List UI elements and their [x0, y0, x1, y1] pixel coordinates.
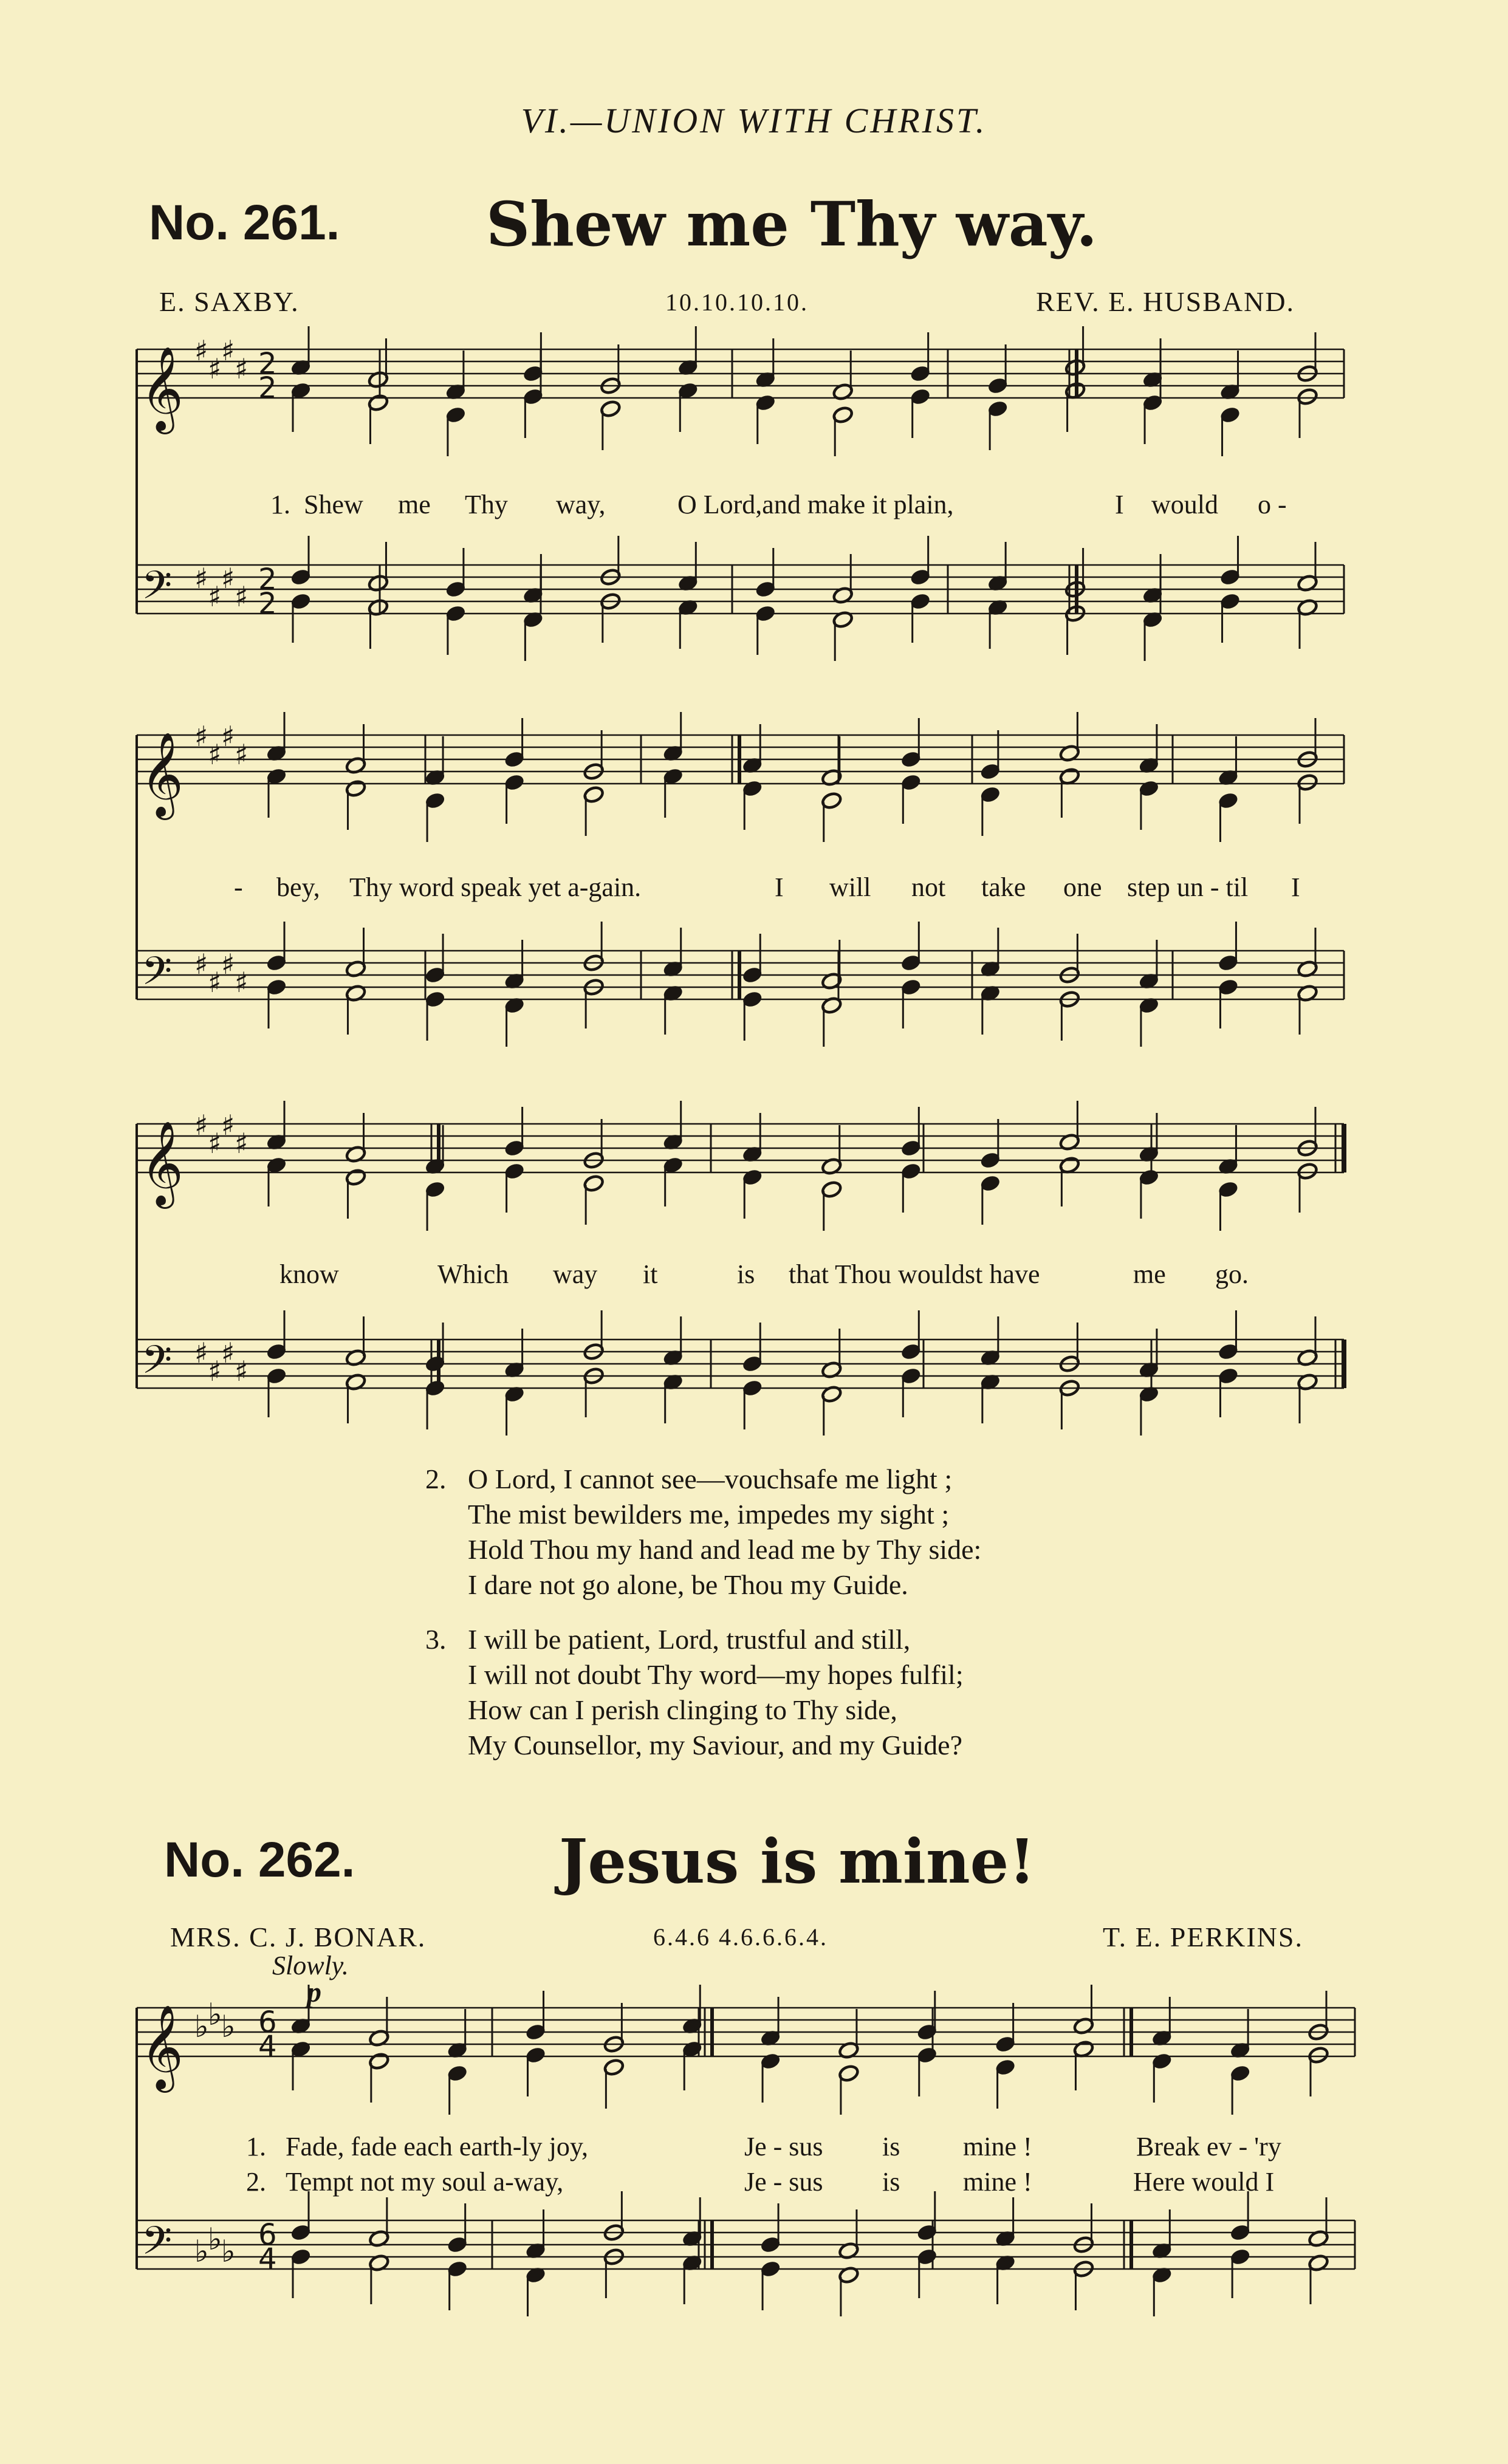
lyric-syllable: Thy word speak yet a-gain.: [349, 872, 642, 902]
hymn-title: Shew me Thy way.: [486, 188, 1098, 260]
lyric-syllable: Which: [437, 1259, 509, 1289]
bass-clef: 𝄢: [142, 949, 173, 1004]
sharp-sign: ♯: [208, 1127, 222, 1160]
section-heading: VI.—UNION WITH CHRIST.: [521, 101, 987, 140]
lyric-syllable: Thy: [465, 490, 508, 519]
sharp-sign: ♯: [208, 966, 222, 999]
lyric-syllable: bey,: [276, 872, 320, 902]
time-signature: 4: [258, 2030, 277, 2064]
verse-line: How can I perish clinging to Thy side,: [468, 1694, 897, 1725]
lyric-syllable: will: [829, 872, 871, 902]
author-credit: REV. E. HUSBAND.: [1036, 286, 1295, 317]
lyric-syllable: take: [981, 872, 1026, 902]
sharp-sign: ♯: [221, 562, 235, 595]
lyric-syllable: Fade, fade each earth-ly joy,: [286, 2132, 589, 2161]
verse-line: I will not doubt Thy word—my hopes fulfil;: [468, 1659, 964, 1690]
time-signature: 2: [258, 371, 277, 405]
flat-sign: ♭: [221, 2234, 236, 2269]
sharp-sign: ♯: [194, 1336, 208, 1369]
composer-credit: T. E. PERKINS.: [1103, 1922, 1303, 1952]
verse-line: My Counsellor, my Saviour, and my Guide?: [468, 1730, 963, 1761]
time-signature: 6: [258, 2218, 277, 2252]
treble-clef: 𝄞: [140, 732, 183, 816]
flat-sign: ♭: [208, 1997, 222, 2032]
lyric-syllable: Je - sus: [744, 2132, 823, 2161]
lyric-syllable: I: [775, 872, 784, 902]
lyric-syllable: Tempt not my soul a-way,: [286, 2167, 564, 2197]
dynamic-marking: p: [307, 1976, 321, 2008]
verse-line: The mist bewilders me, impedes my sight ;: [468, 1499, 950, 1530]
composer-credit: E. SAXBY.: [159, 286, 300, 317]
verse-number: 1.: [270, 490, 290, 519]
verse-number: 1.: [246, 2132, 266, 2161]
sharp-sign: ♯: [208, 352, 222, 385]
lyric-syllable: go.: [1215, 1259, 1249, 1289]
verse-line: O Lord, I cannot see—vouchsafe me light ;: [468, 1463, 953, 1494]
sharp-sign: ♯: [194, 334, 208, 367]
lyric-syllable: O Lord,and make it plain,: [677, 490, 954, 519]
time-signature: 4: [258, 2242, 277, 2276]
hymn-meter: 6.4.6 4.6.6.6.4.: [653, 1923, 828, 1951]
sharp-sign: ♯: [235, 1127, 248, 1160]
bass-clef: 𝄢: [142, 563, 173, 618]
time-signature: 2: [258, 587, 277, 621]
tempo-marking: Slowly.: [272, 1951, 349, 1980]
lyric-syllable: I: [1115, 490, 1124, 519]
lyric-syllable: mine !: [963, 2167, 1032, 2197]
sharp-sign: ♯: [208, 738, 222, 771]
flat-sign: ♭: [194, 2234, 209, 2269]
lyric-syllable: is: [737, 1259, 755, 1289]
sharp-sign: ♯: [221, 1336, 235, 1369]
sharp-sign: ♯: [194, 948, 208, 980]
lyric-syllable: o -: [1258, 490, 1287, 519]
hymn-number: No. 262.: [164, 1832, 355, 1887]
time-signature: 6: [258, 2005, 277, 2039]
sharp-sign: ♯: [208, 580, 222, 613]
treble-clef: 𝄞: [140, 346, 183, 431]
author-credit: MRS. C. J. BONAR.: [170, 1922, 427, 1952]
sharp-sign: ♯: [235, 352, 248, 385]
lyric-syllable: is: [882, 2167, 900, 2197]
bass-clef: 𝄢: [142, 2219, 173, 2273]
sharp-sign: ♯: [221, 1109, 235, 1141]
sharp-sign: ♯: [208, 1355, 222, 1388]
lyric-syllable: mine !: [963, 2132, 1032, 2161]
sharp-sign: ♯: [221, 334, 235, 367]
treble-clef: 𝄞: [140, 1121, 183, 1205]
hymn-number: No. 261.: [149, 195, 340, 250]
verse-line: I dare not go alone, be Thou my Guide.: [468, 1569, 908, 1600]
lyric-syllable: that Thou wouldst have: [789, 1259, 1040, 1289]
lyric-syllable: know: [279, 1259, 339, 1289]
flat-sign: ♭: [208, 2222, 222, 2257]
lyric-syllable: it: [643, 1259, 658, 1289]
lyric-syllable: -: [234, 872, 243, 902]
time-signature: 2: [258, 563, 277, 597]
lyric-syllable: me: [1133, 1259, 1166, 1289]
lyric-syllable: way,: [556, 490, 606, 519]
sharp-sign: ♯: [235, 738, 248, 771]
lyric-syllable: Je - sus: [744, 2167, 823, 2197]
verse-number: 3.: [425, 1624, 447, 1655]
lyric-syllable: I: [1291, 872, 1300, 902]
lyric-syllable: Here would I: [1133, 2167, 1275, 2197]
lyric-syllable: is: [882, 2132, 900, 2161]
verse-number: 2.: [425, 1463, 447, 1494]
lyric-syllable: step un - til: [1127, 872, 1249, 902]
sharp-sign: ♯: [235, 580, 248, 613]
lyric-syllable: me: [398, 490, 431, 519]
time-signature: 2: [258, 347, 277, 381]
sharp-sign: ♯: [235, 966, 248, 999]
verse-line: Hold Thou my hand and lead me by Thy side:: [468, 1534, 982, 1565]
sharp-sign: ♯: [235, 1355, 248, 1388]
sharp-sign: ♯: [194, 1109, 208, 1141]
hymn-meter: 10.10.10.10.: [665, 289, 809, 316]
sharp-sign: ♯: [194, 720, 208, 753]
lyric-syllable: would: [1151, 490, 1218, 519]
sharp-sign: ♯: [194, 562, 208, 595]
lyric-syllable: not: [911, 872, 946, 902]
lyric-syllable: Shew: [304, 490, 363, 519]
verse-line: I will be patient, Lord, trustful and still,: [468, 1624, 911, 1655]
lyric-syllable: Break ev - 'ry: [1136, 2132, 1281, 2161]
sharp-sign: ♯: [221, 948, 235, 980]
treble-clef: 𝄞: [140, 2005, 183, 2089]
hymn-title: Jesus is mine!: [559, 1826, 1036, 1897]
lyric-syllable: one: [1063, 872, 1102, 902]
lyric-syllable: way: [553, 1259, 598, 1289]
flat-sign: ♭: [194, 2009, 209, 2044]
verse-number: 2.: [246, 2167, 266, 2197]
flat-sign: ♭: [221, 2009, 236, 2044]
sharp-sign: ♯: [221, 720, 235, 753]
bass-clef: 𝄢: [142, 1338, 173, 1392]
